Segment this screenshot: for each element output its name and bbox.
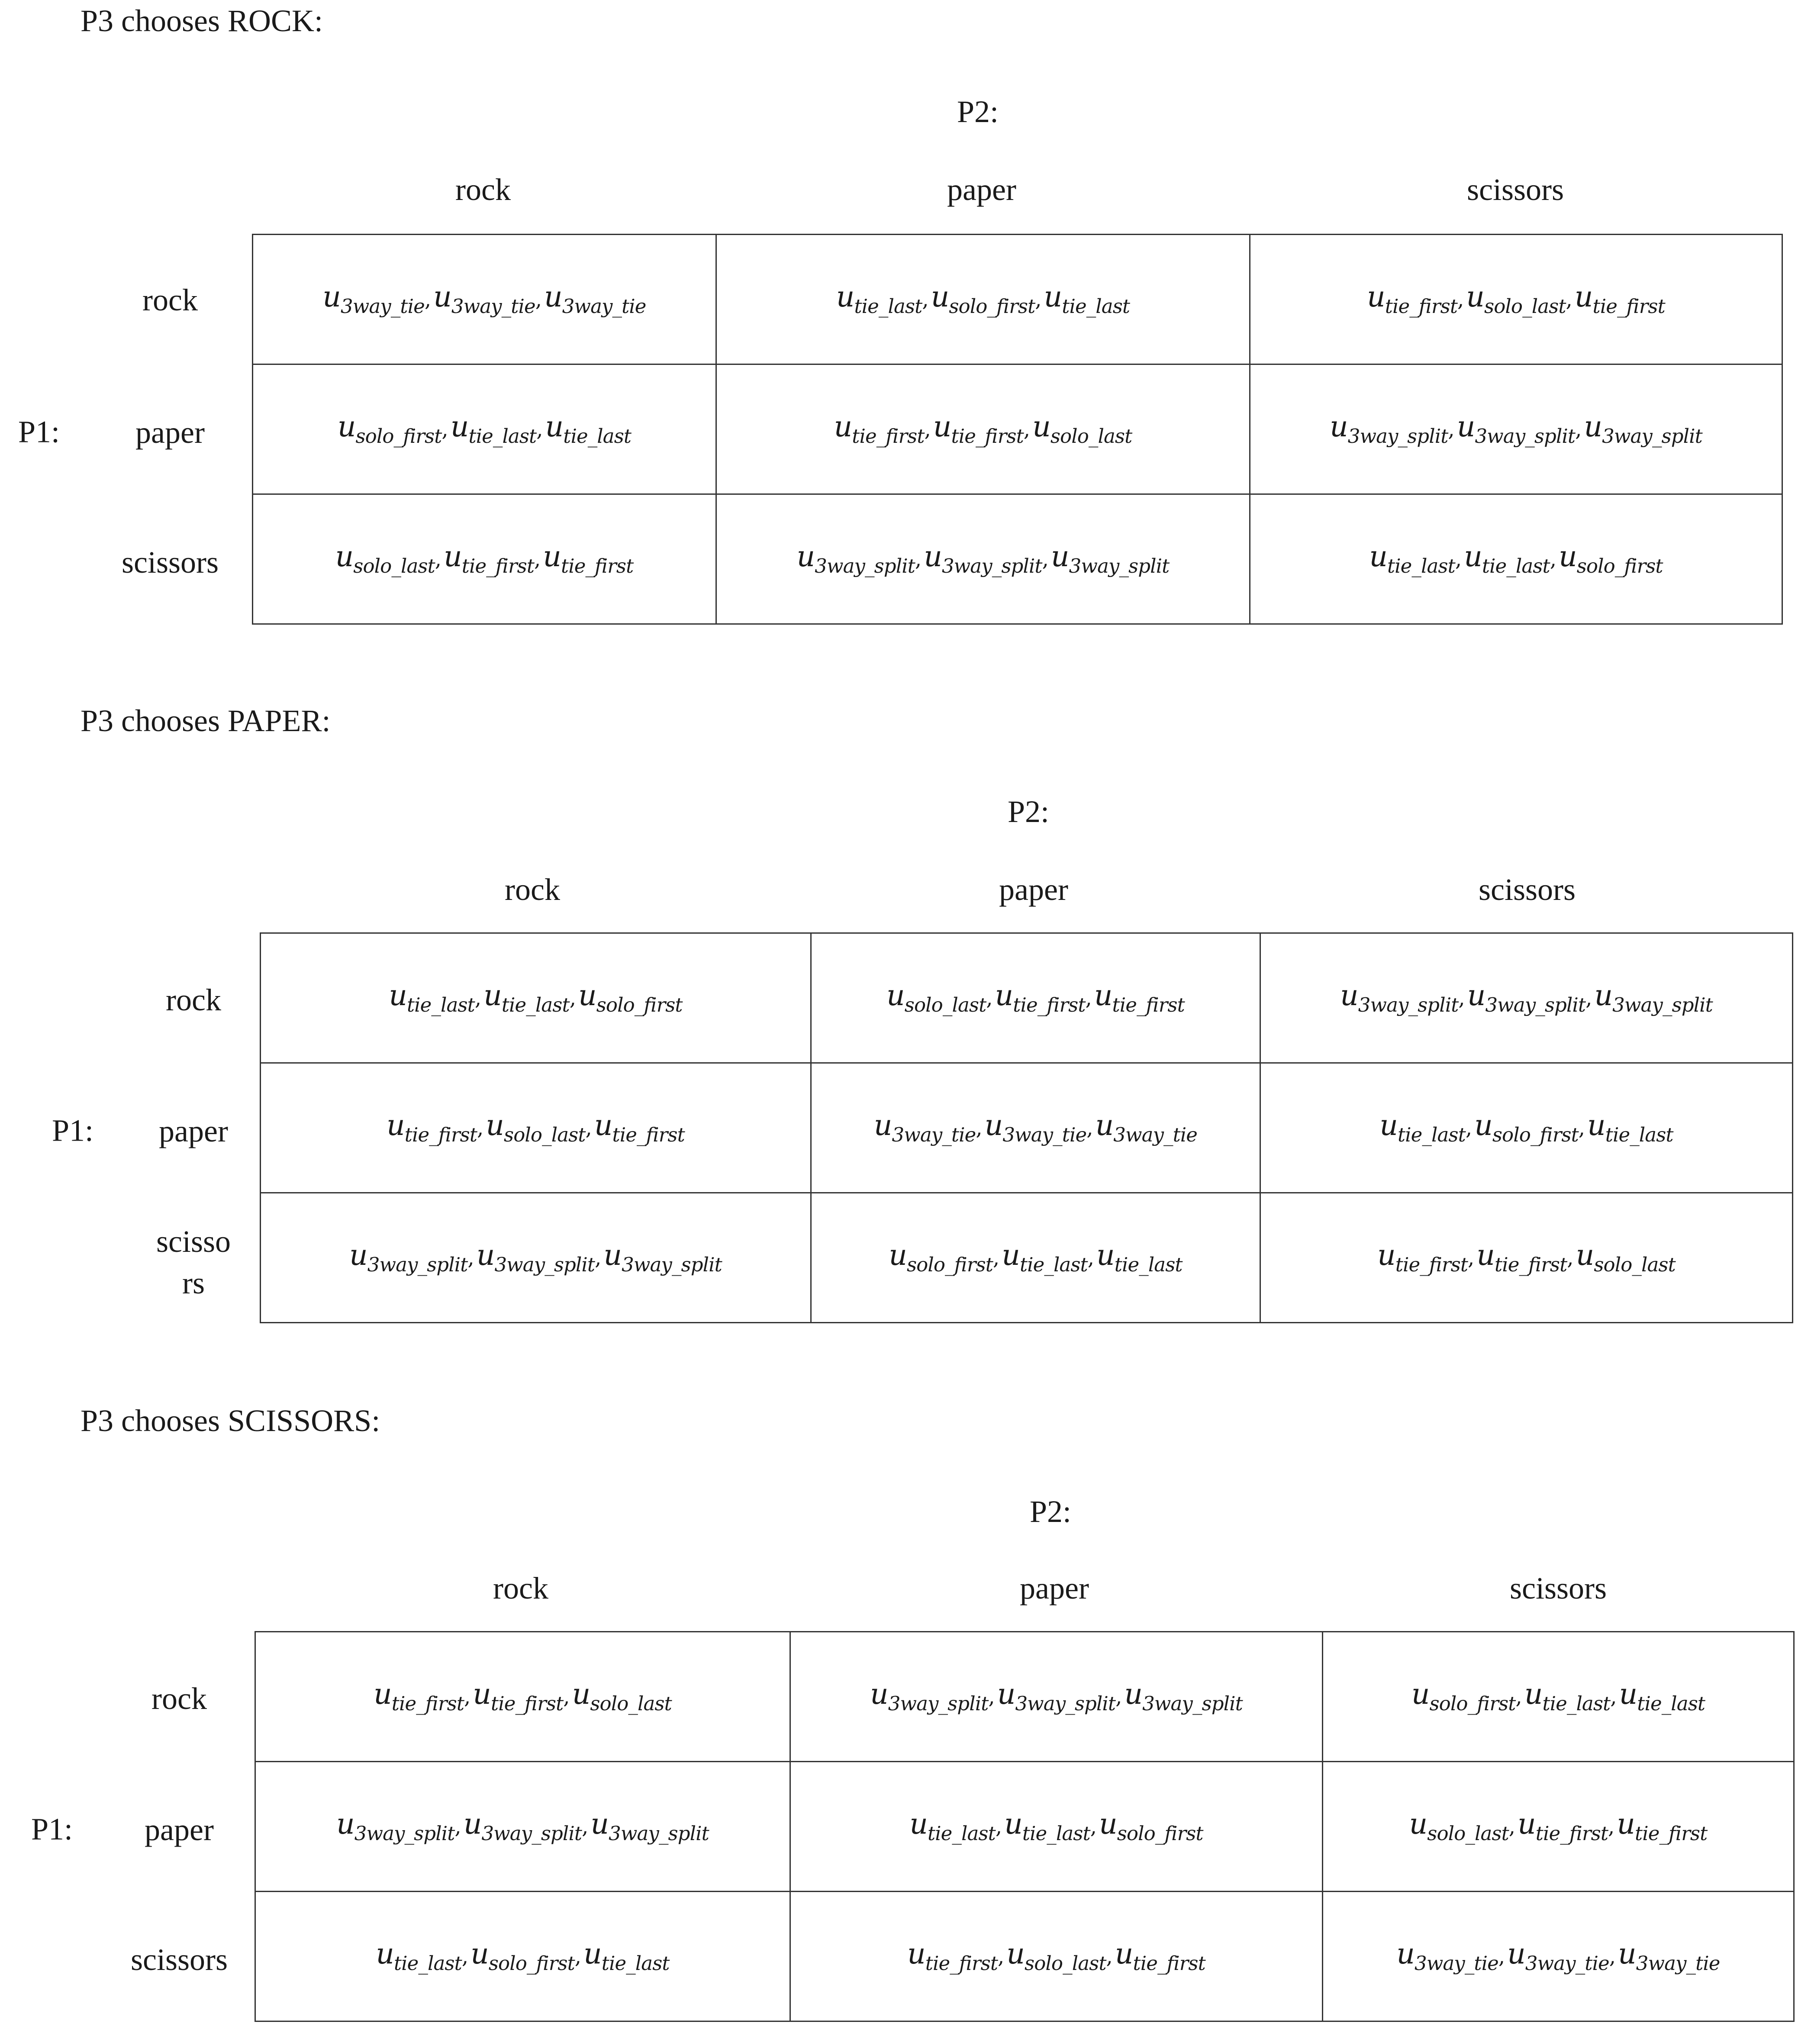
utility-term: $u_{3way\_split}$	[1330, 411, 1448, 448]
utility-term: $u_{3way\_split}$	[590, 1808, 709, 1845]
utility-term: $u_{solo\_last}$	[1466, 281, 1566, 318]
utility-term: $u_{tie\_last}$	[389, 980, 475, 1016]
payoff-cell	[1250, 364, 1782, 494]
matrix-row-scissors	[253, 494, 1782, 624]
utility-term: $u_{solo\_first}$	[1474, 1109, 1579, 1146]
utility-term: $u_{tie\_last}$	[909, 1808, 996, 1845]
utility-term: $u_{tie\_last}$	[1044, 281, 1130, 318]
matrix-row-paper	[253, 364, 1782, 494]
utility-term: $u_{solo\_first}$	[889, 1239, 993, 1276]
matrix-row-rock	[261, 933, 1793, 1063]
payoff-cell	[255, 1632, 790, 1762]
separator: ,	[424, 286, 431, 311]
separator: ,	[477, 1115, 483, 1140]
utility-term: $u_{tie\_first}$	[834, 411, 925, 448]
row-label-scissors: scisso rs	[156, 1226, 231, 1301]
separator: ,	[1090, 1813, 1097, 1838]
utility-term: $u_{tie\_last}$	[450, 411, 537, 448]
separator: ,	[464, 1683, 470, 1709]
payoff-cell	[811, 1063, 1260, 1193]
separator: ,	[998, 1943, 1004, 1968]
p2-label: P2:	[1030, 1496, 1072, 1530]
separator: ,	[1608, 1813, 1614, 1838]
utility-term: $u_{solo\_last}$	[1032, 411, 1132, 448]
payoff-cell	[1250, 235, 1782, 364]
separator: ,	[461, 1943, 468, 1968]
separator: ,	[1610, 1683, 1617, 1709]
row-label-paper: paper	[159, 1115, 228, 1149]
separator: ,	[595, 1244, 601, 1270]
p2-label: P2:	[1008, 796, 1050, 830]
row-label-paper: paper	[145, 1814, 214, 1848]
separator: ,	[1085, 985, 1092, 1010]
payoff-cell	[1260, 1193, 1793, 1323]
utility-term: $u_{tie\_last}$	[1004, 1808, 1090, 1845]
separator: ,	[995, 1813, 1002, 1838]
row-label-scissors: scissors	[130, 1944, 228, 1978]
utility-term: $u_{3way\_tie}$	[1095, 1109, 1198, 1146]
separator: ,	[1023, 416, 1030, 441]
row-label-paper: paper	[135, 417, 205, 451]
matrix-row-rock	[253, 235, 1782, 364]
payoff-cell	[255, 1892, 790, 2021]
utility-term: $u_{3way\_split}$	[997, 1678, 1116, 1715]
p1-label: P1:	[31, 1813, 73, 1847]
utility-term: $u_{solo\_first}$	[470, 1938, 575, 1975]
separator: ,	[563, 1683, 570, 1709]
separator: ,	[1567, 1244, 1573, 1270]
separator: ,	[915, 546, 922, 571]
p1-label: P1:	[18, 416, 60, 450]
section-heading-rock: P3 chooses ROCK:	[81, 5, 323, 39]
utility-term: $u_{3way\_split}$	[796, 541, 915, 577]
separator: ,	[1457, 286, 1464, 311]
utility-term: $u_{3way\_split}$	[349, 1239, 468, 1276]
utility-term: $u_{3way\_split}$	[463, 1808, 582, 1845]
separator: ,	[922, 286, 928, 311]
utility-term: $u_{tie\_first}$	[1377, 1239, 1468, 1276]
utility-term: $u_{tie\_first}$	[1574, 281, 1665, 318]
utility-term: $u_{tie\_first}$	[543, 541, 634, 577]
separator: ,	[535, 286, 542, 311]
p1-label: P1:	[52, 1115, 94, 1149]
utility-term: $u_{tie\_first}$	[995, 980, 1086, 1016]
payoff-cell	[716, 364, 1250, 494]
separator: ,	[1448, 416, 1454, 441]
utility-term: $u_{3way\_split}$	[476, 1239, 595, 1276]
separator: ,	[467, 1244, 474, 1270]
utility-term: $u_{solo\_last}$	[1576, 1239, 1676, 1276]
column-label-rock: rock	[455, 174, 511, 208]
separator: ,	[435, 546, 441, 571]
utility-term: $u_{3way\_split}$	[1124, 1678, 1243, 1715]
utility-term: $u_{tie\_first}$	[1476, 1239, 1567, 1276]
utility-term: $u_{tie\_last}$	[1096, 1239, 1183, 1276]
separator: ,	[924, 416, 931, 441]
separator: ,	[1458, 985, 1465, 1010]
payoff-cell	[261, 1193, 811, 1323]
utility-term: $u_{solo\_first}$	[931, 281, 1035, 318]
separator: ,	[574, 1943, 581, 1968]
column-label-scissors: scissors	[1478, 874, 1576, 908]
column-label-scissors: scissors	[1466, 174, 1564, 208]
separator: ,	[993, 1244, 999, 1270]
separator: ,	[1498, 1943, 1505, 1968]
utility-term: $u_{tie\_last}$	[1619, 1678, 1705, 1715]
separator: ,	[474, 985, 481, 1010]
payoff-cell	[261, 933, 811, 1063]
utility-term: $u_{3way\_tie}$	[433, 281, 535, 318]
utility-term: $u_{3way\_tie}$	[1507, 1938, 1609, 1975]
column-label-paper: paper	[947, 174, 1016, 208]
payoff-cell	[811, 1193, 1260, 1323]
matrix-row-rock	[255, 1632, 1794, 1762]
utility-term: $u_{tie\_last}$	[583, 1938, 670, 1975]
utility-term: $u_{tie\_last}$	[1524, 1678, 1611, 1715]
utility-term: $u_{tie\_first}$	[933, 411, 1024, 448]
separator: ,	[582, 1813, 588, 1838]
utility-term: $u_{tie\_last}$	[376, 1938, 462, 1975]
payoff-cell	[1323, 1762, 1794, 1892]
utility-term: $u_{3way\_split}$	[1340, 980, 1459, 1016]
matrix-row-scissors	[261, 1193, 1793, 1323]
separator: ,	[1106, 1943, 1112, 1968]
utility-term: $u_{tie\_last}$	[1002, 1239, 1088, 1276]
payoff-cell	[253, 235, 716, 364]
utility-term: $u_{3way\_split}$	[1051, 541, 1170, 577]
utility-term: $u_{tie\_first}$	[907, 1938, 998, 1975]
utility-term: $u_{tie\_first}$	[1367, 281, 1458, 318]
separator: ,	[534, 546, 541, 571]
column-label-paper: paper	[1020, 1573, 1089, 1606]
separator: ,	[1508, 1813, 1515, 1838]
separator: ,	[1087, 1244, 1094, 1270]
separator: ,	[1550, 546, 1556, 571]
column-label-paper: paper	[999, 874, 1068, 908]
payoff-cell	[1260, 1063, 1793, 1193]
payoff-cell	[811, 933, 1260, 1063]
separator: ,	[536, 416, 543, 441]
utility-term: $u_{3way\_split}$	[870, 1678, 989, 1715]
payoff-cell	[255, 1762, 790, 1892]
separator: ,	[1465, 1115, 1472, 1140]
utility-term: $u_{solo\_last}$	[1409, 1808, 1509, 1845]
utility-term: $u_{3way\_tie}$	[1396, 1938, 1498, 1975]
matrix-row-scissors	[255, 1892, 1794, 2021]
separator: ,	[1455, 546, 1462, 571]
separator: ,	[1035, 286, 1041, 311]
utility-term: $u_{solo\_last}$	[486, 1109, 586, 1146]
utility-term: $u_{tie\_first}$	[444, 541, 535, 577]
row-label-rock: rock	[166, 984, 221, 1018]
payoff-cell	[790, 1762, 1323, 1892]
payoff-cell	[253, 494, 716, 624]
payoff-cell	[253, 364, 716, 494]
utility-term: $u_{tie\_first}$	[374, 1678, 464, 1715]
utility-term: $u_{3way\_split}$	[1457, 411, 1576, 448]
payoff-cell	[716, 494, 1250, 624]
utility-term: $u_{tie\_last}$	[1587, 1109, 1673, 1146]
separator: ,	[1566, 286, 1572, 311]
utility-term: $u_{3way\_split}$	[336, 1808, 455, 1845]
utility-term: $u_{3way\_split}$	[1467, 980, 1586, 1016]
utility-term: $u_{tie\_first}$	[1617, 1808, 1708, 1845]
payoff-cell	[1250, 494, 1782, 624]
utility-term: $u_{solo\_last}$	[335, 541, 435, 577]
separator: ,	[1585, 985, 1592, 1010]
utility-term: $u_{3way\_tie}$	[984, 1109, 1087, 1146]
payoff-cell	[1260, 933, 1793, 1063]
separator: ,	[1609, 1943, 1616, 1968]
payoff-cell	[1323, 1632, 1794, 1762]
utility-term: $u_{tie\_last}$	[545, 411, 632, 448]
utility-term: $u_{3way\_tie}$	[873, 1109, 976, 1146]
separator: ,	[988, 1683, 995, 1709]
utility-term: $u_{tie\_last}$	[836, 281, 922, 318]
separator: ,	[1578, 1115, 1585, 1140]
utility-term: $u_{solo\_first}$	[1559, 541, 1663, 577]
utility-term: $u_{solo\_first}$	[1099, 1808, 1203, 1845]
utility-term: $u_{tie\_first}$	[1518, 1808, 1608, 1845]
utility-term: $u_{tie\_last}$	[1379, 1109, 1466, 1146]
utility-term: $u_{solo\_last}$	[572, 1678, 672, 1715]
utility-term: $u_{solo\_last}$	[886, 980, 986, 1016]
payoff-matrix-paper	[260, 932, 1793, 1323]
utility-term: $u_{3way\_tie}$	[544, 281, 646, 318]
utility-term: $u_{3way\_split}$	[1594, 980, 1713, 1016]
utility-term: $u_{tie\_first}$	[473, 1678, 564, 1715]
row-label-scissors: scissors	[121, 547, 219, 580]
payoff-matrix-scissors	[255, 1631, 1795, 2022]
separator: ,	[441, 416, 448, 441]
utility-term: $u_{3way\_tie}$	[1618, 1938, 1720, 1975]
utility-term: $u_{solo\_first}$	[578, 980, 683, 1016]
utility-term: $u_{3way\_split}$	[603, 1239, 722, 1276]
section-heading-paper: P3 chooses PAPER:	[81, 705, 331, 739]
utility-term: $u_{solo\_first}$	[1411, 1678, 1516, 1715]
separator: ,	[1515, 1683, 1522, 1709]
payoff-cell	[261, 1063, 811, 1193]
separator: ,	[986, 985, 993, 1010]
utility-term: $u_{tie\_first}$	[594, 1109, 685, 1146]
separator: ,	[1115, 1683, 1122, 1709]
utility-term: $u_{3way\_split}$	[924, 541, 1042, 577]
payoff-cell	[790, 1632, 1323, 1762]
separator: ,	[585, 1115, 592, 1140]
separator: ,	[1086, 1115, 1093, 1140]
payoff-cell	[1323, 1892, 1794, 2021]
separator: ,	[454, 1813, 461, 1838]
utility-term: $u_{tie\_last}$	[1464, 541, 1550, 577]
column-label-scissors: scissors	[1509, 1573, 1607, 1606]
row-label-rock: rock	[151, 1683, 207, 1717]
row-label-rock: rock	[142, 284, 198, 318]
utility-term: $u_{3way\_split}$	[1584, 411, 1702, 448]
separator: ,	[569, 985, 576, 1010]
utility-term: $u_{tie\_last}$	[483, 980, 570, 1016]
utility-term: $u_{solo\_first}$	[337, 411, 442, 448]
payoff-cell	[716, 235, 1250, 364]
separator: ,	[1468, 1244, 1474, 1270]
payoff-cell	[790, 1892, 1323, 2021]
utility-term: $u_{solo\_last}$	[1006, 1938, 1106, 1975]
utility-term: $u_{tie\_last}$	[1369, 541, 1455, 577]
section-heading-scissors: P3 chooses SCISSORS:	[81, 1405, 380, 1439]
matrix-row-paper	[255, 1762, 1794, 1892]
separator: ,	[1575, 416, 1582, 441]
utility-term: $u_{tie\_first}$	[1115, 1938, 1205, 1975]
payoff-matrix-rock	[252, 234, 1783, 625]
column-label-rock: rock	[493, 1573, 548, 1606]
utility-term: $u_{tie\_first}$	[387, 1109, 477, 1146]
p2-label: P2:	[957, 96, 999, 130]
separator: ,	[976, 1115, 982, 1140]
utility-term: $u_{3way\_tie}$	[322, 281, 425, 318]
column-label-rock: rock	[505, 874, 560, 908]
matrix-row-paper	[261, 1063, 1793, 1193]
separator: ,	[1042, 546, 1049, 571]
utility-term: $u_{tie\_first}$	[1094, 980, 1185, 1016]
